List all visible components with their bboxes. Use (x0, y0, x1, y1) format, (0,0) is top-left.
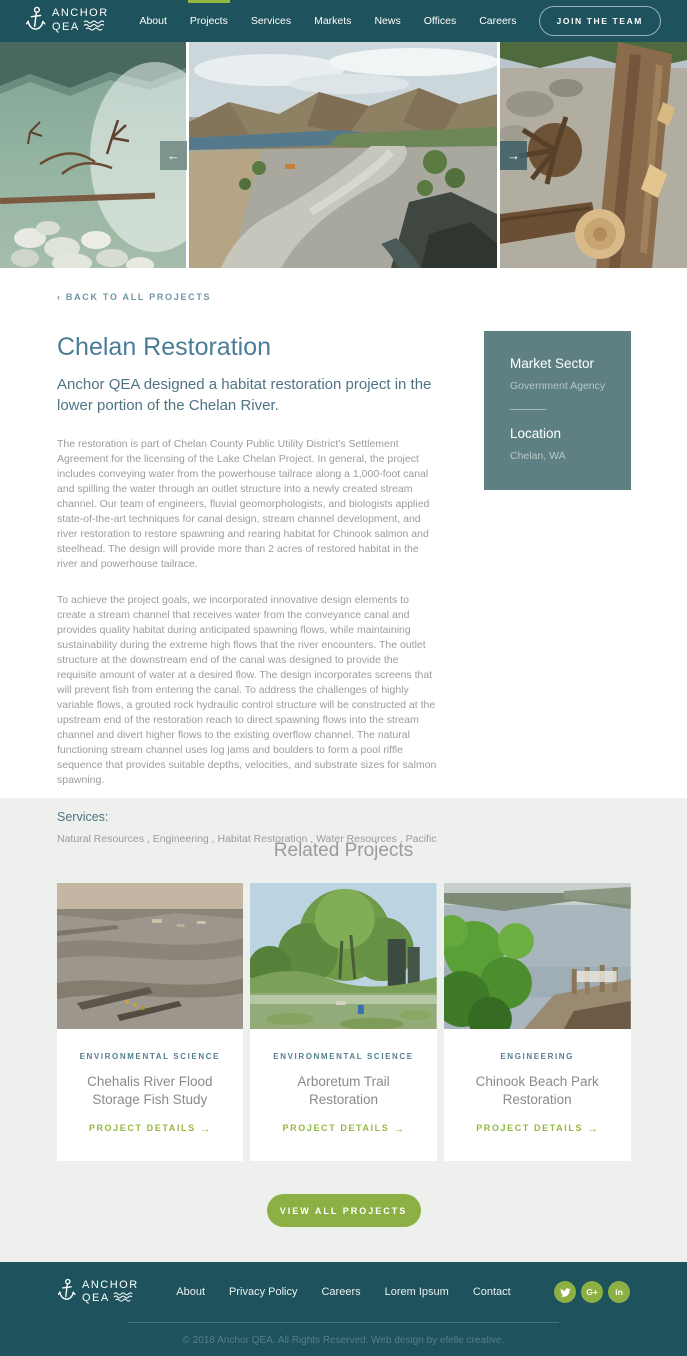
related-projects-heading: Related Projects (273, 840, 414, 861)
card-title: Arboretum Trail Restoration (297, 1074, 390, 1107)
logo-anchor-word: ANCHOR (52, 7, 109, 19)
arrow-right-icon: → (199, 1123, 211, 1135)
card-image-beach-park (444, 883, 631, 1029)
footer-link-privacy-policy[interactable]: Privacy Policy (229, 1286, 298, 1298)
project-subtitle: Anchor QEA designed a habitat restoration project in the lower portion of the Chelan River. (57, 376, 432, 414)
project-details-link[interactable]: PROJECT DETAILS → (282, 1123, 405, 1135)
project-card-chinook[interactable] (444, 883, 631, 1161)
arrow-right-icon: → (507, 148, 520, 163)
view-all-projects-button[interactable]: VIEW ALL PROJECTS (267, 1194, 421, 1227)
nav-item-news[interactable]: News (374, 15, 401, 27)
carousel-prev-button[interactable] (160, 141, 187, 170)
project-details-link[interactable]: PROJECT DETAILS → (88, 1123, 211, 1135)
social-links (554, 1281, 630, 1303)
copyright-text: © 2018 Anchor QEA. All Rights Reserved. Web design by efelle creative. (182, 1335, 505, 1346)
nav-item-careers[interactable]: Careers (479, 15, 517, 27)
related-projects-section (0, 798, 687, 1262)
card-category: ENVIRONMENTAL SCIENCE (79, 1052, 221, 1061)
waves-icon (83, 20, 105, 34)
nav-item-services[interactable]: Services (250, 15, 292, 27)
services-links[interactable]: Natural Resources , Engineering , Habitat Restoration , Water Resources , Pacific (57, 833, 437, 845)
card-image-flood-aerial (57, 883, 244, 1029)
site-footer (0, 1262, 687, 1356)
location-label: Location (510, 426, 562, 441)
footer-link-careers[interactable]: Careers (321, 1286, 361, 1298)
nav-item-markets[interactable]: Markets (314, 15, 352, 27)
linkedin-icon[interactable]: in (608, 1281, 630, 1303)
footer-anchor-qea-logo[interactable] (57, 1277, 139, 1308)
nav-item-about[interactable]: About (139, 15, 167, 27)
logo-qea-word: QEA (52, 20, 80, 33)
arrow-left-icon: ← (167, 148, 180, 163)
card-title: Chehalis River Flood Storage Fish Study (87, 1074, 213, 1107)
footer-link-lorem-ipsum[interactable]: Lorem Ipsum (384, 1286, 449, 1298)
waves-icon (113, 1292, 133, 1305)
carousel-image-underwater (0, 42, 186, 268)
project-meta-sidebar (484, 331, 631, 490)
footer-divider (128, 1322, 559, 1323)
footer-nav (176, 1286, 510, 1298)
arrow-right-icon: → (393, 1123, 405, 1135)
logo-anchor-word: ANCHOR (82, 1278, 139, 1291)
arrow-right-icon: → (587, 1123, 599, 1135)
project-details-link[interactable]: PROJECT DETAILS → (476, 1123, 599, 1135)
nav-item-projects[interactable]: Projects (190, 0, 228, 42)
project-detail-section (0, 268, 687, 845)
card-body (444, 1029, 631, 1161)
project-paragraph-1: The restoration is part of Chelan County Public Utility District's Settlement Agreement for the licensing of the Lake Chelan Project. In general, the project includes conveying water from the powerhouse tailrace along a 1,000-foot canal and spilling the water through an outlet structure into a newly created stream channel. Our team of engineers, fluvial geomorphologists, and biologists applied state-of-the-art techniques for canal design, stream channel development, and river restoration to restore spawning and rearing habitat for Chinook salmon and steelhead. The design will provide more than 2 acres of restored habitat in the river and powerhouse tailrace. (57, 438, 430, 570)
card-category: ENVIRONMENTAL SCIENCE (273, 1052, 414, 1061)
carousel-next-button[interactable] (500, 141, 527, 170)
anchor-qea-logo[interactable] (25, 5, 109, 38)
logo-text (52, 8, 109, 34)
logo-text (82, 1280, 139, 1305)
carousel-image-logs (500, 42, 687, 268)
back-to-all-projects-link[interactable]: ‹ BACK TO ALL PROJECTS (57, 292, 212, 302)
project-paragraph-2: To achieve the project goals, we incorporated innovative design elements to create a stream channel that receives water from the conveyance canal and provides quality habitat during anticipated spawning flows, while maintaining sustainability during the extreme high flows that the river encounters. The outlet structure at the downstream end of the canal was designed to provide the requisite amount of water at a desired flow. The design incorporates screens that will prevent fish from entering the canal. To address the challenges of highly variable flows, a grouted rock hydraulic control structure will be constructed at the upstream end of the restoration reach to direct spawning flows into the stream channel and divert higher flows to the existing overflow channel. The natural functioning stream channel uses log jams and boulders to form a pool riffle sequence that provides suitable depths, velocities, and substrate sizes for salmon spawning. (57, 594, 437, 786)
anchor-icon (57, 1277, 77, 1308)
main-nav (139, 0, 516, 42)
location-value: Chelan, WA (510, 450, 566, 462)
sidebar-divider (510, 409, 546, 410)
market-sector-value: Government Agency (510, 380, 606, 392)
services-label: Services: (57, 810, 109, 824)
card-category: ENGINEERING (500, 1052, 574, 1061)
site-header (0, 0, 687, 42)
logo-qea-word: QEA (82, 1291, 110, 1304)
join-the-team-button[interactable]: JOIN THE TEAM (539, 6, 661, 36)
card-body (57, 1029, 244, 1161)
google-plus-icon[interactable]: G+ (581, 1281, 603, 1303)
card-title: Chinook Beach Park Restoration (475, 1074, 599, 1107)
project-image-carousel (0, 42, 687, 268)
market-sector-label: Market Sector (510, 356, 595, 371)
footer-link-contact[interactable]: Contact (472, 1286, 511, 1298)
page-title: Chelan Restoration (57, 333, 272, 361)
related-projects-cards (57, 883, 631, 1161)
carousel-image-river-valley (189, 42, 497, 268)
twitter-icon[interactable] (554, 1281, 576, 1303)
card-body (250, 1029, 437, 1161)
project-card-arboretum[interactable] (250, 883, 437, 1161)
card-image-arboretum (250, 883, 437, 1029)
project-card-chehalis[interactable] (57, 883, 244, 1161)
nav-item-offices[interactable]: Offices (423, 15, 457, 27)
footer-link-about[interactable]: About (176, 1286, 206, 1298)
anchor-icon (25, 5, 47, 38)
